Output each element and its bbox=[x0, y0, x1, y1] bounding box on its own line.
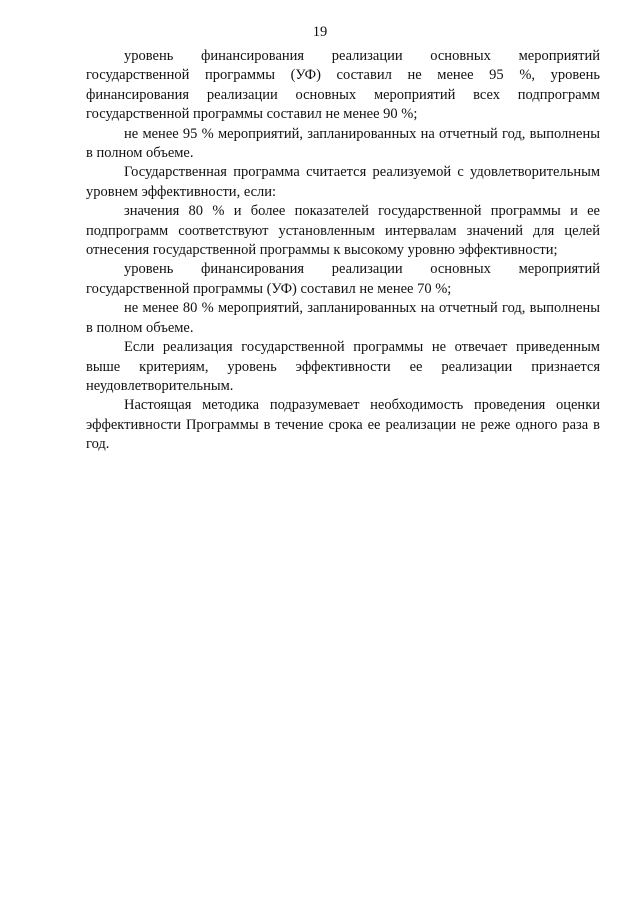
paragraph-satisfactory-criteria-intro: Государственная программа считается реализуемой с удовлетворительным уровнем эффективности, если: bbox=[86, 164, 600, 200]
paragraph-activities-completed-high: не менее 95 % мероприятий, запланированных на отчетный год, выполнены в полном объеме. bbox=[86, 125, 600, 162]
page-number: 19 bbox=[312, 24, 328, 40]
document-body bbox=[86, 47, 600, 455]
paragraph-activities-completed-satisfactory: не менее 80 % мероприятий, запланированных на отчетный год, выполнены в полном объеме. bbox=[86, 300, 600, 336]
paragraph-financing-level-satisfactory: уровень финансирования реализации основных мероприятий государственной программы (УФ) составил не менее 70 %; bbox=[86, 261, 600, 297]
paragraph-unsatisfactory-criteria: Если реализация государственной программы не отвечает приведенным выше критериям, уровень эффективности ее реализации признается неудовлетворительным. bbox=[86, 339, 600, 394]
paragraph-financing-level-high: уровень финансирования реализации основных мероприятий государственной программы (УФ) составил не менее 95 %, уровень финансирования реализации основных мероприятий всех подпрограмм государственной программы составил не менее 90 %; bbox=[86, 48, 600, 123]
paragraph-indicator-values-satisfactory: значения 80 % и более показателей государственной программы и ее подпрограмм соответствуют установленным интервалам значений для целей отнесения государственной программы к высокому уровню эффективности; bbox=[86, 203, 600, 259]
paragraph-evaluation-frequency: Настоящая методика подразумевает необходимость проведения оценки эффективности Программы в течение срока ее реализации не реже одного раза в год. bbox=[86, 397, 600, 453]
